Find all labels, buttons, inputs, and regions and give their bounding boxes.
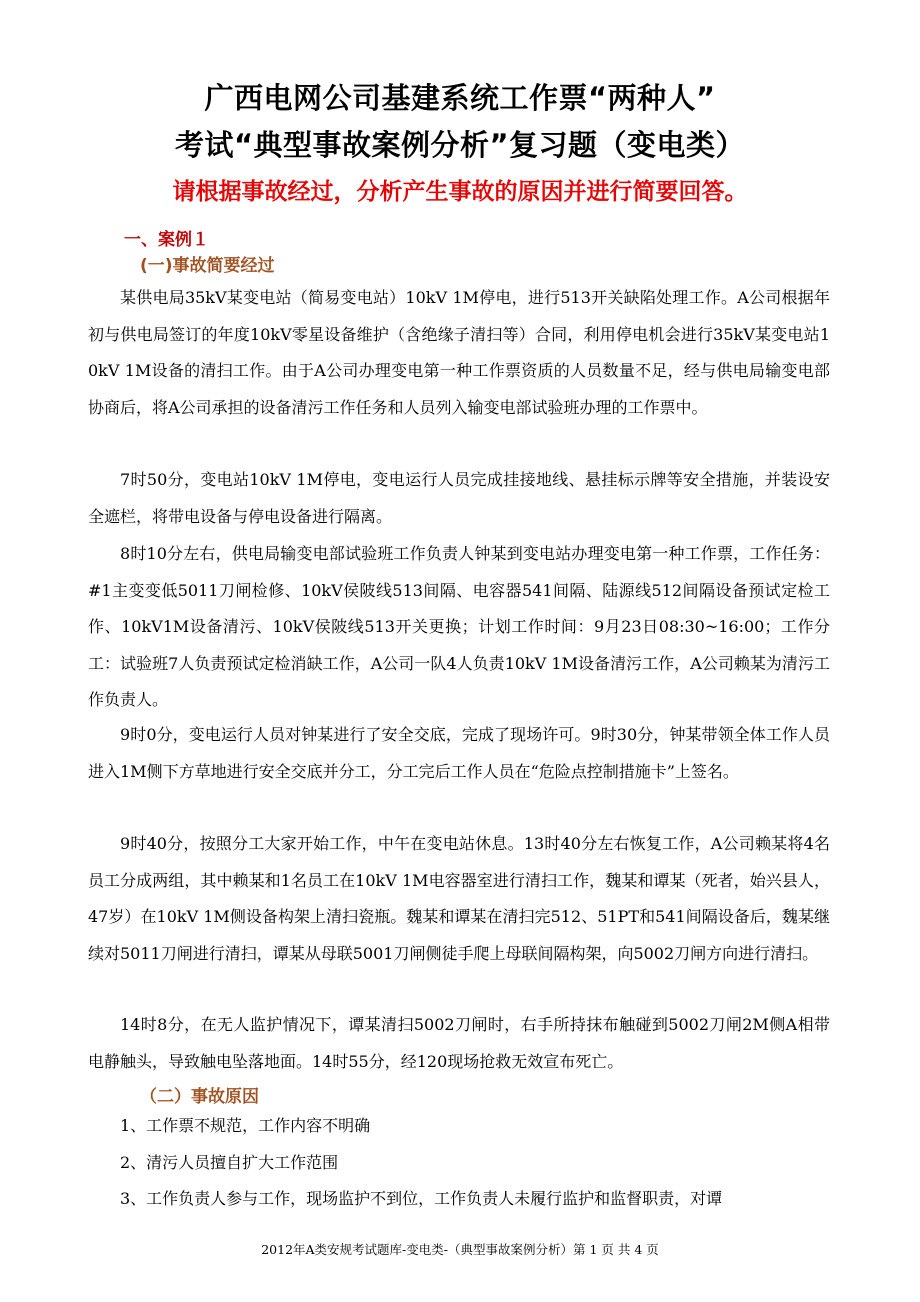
case-heading: 一、案例１ <box>124 230 209 250</box>
cause-item-2: 2、清污人员擅自扩大工作范围 <box>120 1153 339 1172</box>
paragraph-6: 14时8分，在无人监护情况下，谭某清扫5002刀闸时，右手所持抹布触碰到5002刀闸2M侧A相带电静触头，导致触电坠落地面。14时55分，经120现场抢救无效宣布死亡。 <box>88 1015 830 1071</box>
paragraph-4: 9时0分，变电运行人员对钟某进行了安全交底，完成了现场许可。9时30分，钟某带领全体工作人员进入1M侧下方草地进行安全交底并分工，分工完后工作人员在“危险点控制措施卡”上签名。 <box>88 725 830 781</box>
paragraph-3: 8时10分左右，供电局输变电部试验班工作负责人钟某到变电站办理变电第一种工作票，工作任务：#1主变变低5011刀闸检修、10kV侯陂线513间隔、电容器541间隔、陆源线512间隔设备预试定检工作、10kV1M设备清污、10kV侯陂线513开关更换；计划工作时间：9月23日08:30~16:00；工作分工：试验班7人负责预试定检消缺工作，A公司一队4人负责10kV 1M设备清污工作，A公司赖某为清污工作负责人。 <box>88 544 830 709</box>
page-footer: 2012年A类安规考试题库-变电类-（典型事故案例分析）第 1 页 共 4 页 <box>261 1242 659 1257</box>
cause-item-3: 3、工作负责人参与工作，现场监护不到位，工作负责人未履行监护和监督职责，对谭 <box>120 1189 723 1208</box>
document-subtitle: 考试“典型事故案例分析”复习题（变电类） <box>174 128 746 162</box>
section-heading-process: (一)事故简要经过 <box>140 256 275 276</box>
instruction-text: 请根据事故经过，分析产生事故的原因并进行简要回答。 <box>172 179 748 205</box>
paragraph-2: 7时50分，变电站10kV 1M停电，变电运行人员完成挂接地线、悬挂标示牌等安全措施，并装设安全遮栏，将带电设备与停电设备进行隔离。 <box>88 470 830 526</box>
paragraph-1: 某供电局35kV某变电站（简易变电站）10kV 1M停电，进行513开关缺陷处理工作。A公司根据年初与供电局签订的年度10kV零星设备维护（含绝缘子清扫等）合同，利用停电机会进行35kV某变电站10kV 1M设备的清扫工作。由于A公司办理变电第一种工作票资质的人员数量不足，经与供电局输变电部协商后，将A公司承担的设备清污工作任务和人员列入输变电部试验班办理的工作票中。 <box>88 288 830 417</box>
document-title: 广西电网公司基建系统工作票“两种人” <box>204 81 716 115</box>
cause-item-1: 1、工作票不规范，工作内容不明确 <box>120 1116 371 1135</box>
section-heading-causes: （二）事故原因 <box>140 1087 259 1107</box>
paragraph-5: 9时40分，按照分工大家开始工作，中午在变电站休息。13时40分左右恢复工作，A公司赖某将4名员工分成两组，其中赖某和1名员工在10kV 1M电容器室进行清扫工作，魏某和谭某（死者，始兴县人，47岁）在10kV 1M侧设备构架上清扫瓷瓶。魏某和谭某在清扫完512、51PT和541间隔设备后，魏某继续对5011刀闸进行清扫，谭某从母联5001刀闸侧徒手爬上母联间隔构架，向5002刀闸方向进行清扫。 <box>88 834 830 963</box>
